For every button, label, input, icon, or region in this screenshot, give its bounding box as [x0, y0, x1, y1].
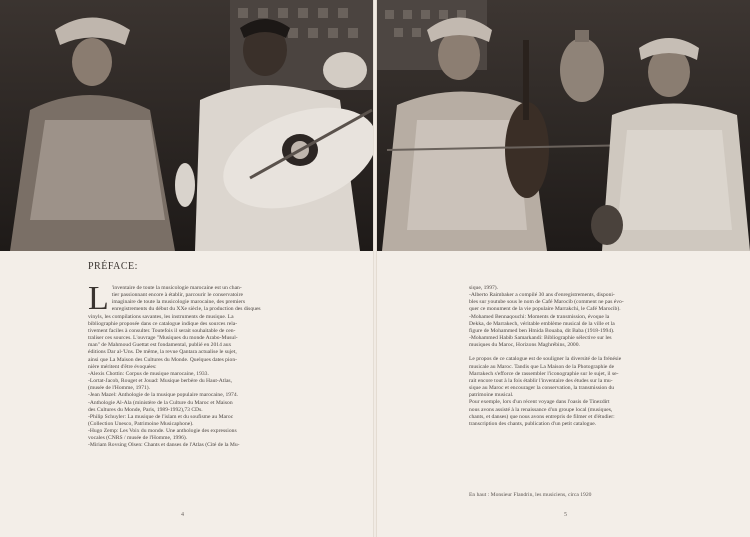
reference-line: -Alberto Raimbaker a compilé 30 ans d'enregistrements, disponi- — [469, 292, 615, 299]
reference-line: sique, 1997). — [469, 285, 499, 291]
text-line: enregistrements du début du XXe siècle, la production des disques — [111, 306, 261, 313]
reference-line: -Alexis Chottin: Corpus de musique marocaine, 1933. — [88, 370, 209, 377]
reference-line: des Cultures du Monde, Paris, 1989-1992),73 CDs. — [88, 406, 203, 413]
text-line: traliser ces sources. L'ouvrage "Musiques du monde Arabo-Musul- — [88, 335, 238, 342]
page-title: PRÉFACE: — [88, 261, 138, 272]
text-line: nière méritent d'être évoquées: — [88, 363, 157, 370]
text-line: sique au Maroc et encourager la conservation, la transmission du — [469, 385, 615, 392]
reference-line: (Collection Unesco, Patrimoine Musicaphone). — [88, 420, 194, 427]
reference-line: -Hugo Zemp: Les Voix du monde. Une anthologie des expressions — [88, 428, 237, 435]
text-line: Pour exemple, lors d'un récent voyage dans l'oasis de Tinezdirt — [469, 399, 610, 406]
text-line: éditions Dar al-'Uns. De même, la revue Qantara actualise le sujet, — [88, 349, 237, 356]
text-line: chants, et danses) que nous avons entrepris de filmer et d'étudier: — [469, 413, 615, 420]
page-number-right: 5 — [564, 512, 567, 518]
text-line: Marrakech s'efforce de rassembler l'iconographie sur le sujet, il se- — [469, 370, 619, 377]
text-line: nous avons assisté à la renaissance d'un groupe local (musiques, — [469, 406, 613, 413]
text-line: bibliographie proposée dans ce catalogue indique des sources rela- — [88, 320, 238, 327]
reference-line: -Mohamed Bennaqouchi: Moments de transmission, évoque la — [469, 313, 610, 320]
text-line: musicale au Maroc. Tandis que La Maison de la Photographie de — [469, 363, 615, 370]
reference-line: quer ce monument de la vie populaire Marrakchi, le Café Marocib). — [469, 306, 621, 313]
photo-caption: En haut : Monsieur Flandrin, les musiciens, circa 1920 — [469, 492, 592, 498]
photo-musicians-left — [0, 0, 373, 251]
reference-line: -Philip Schuyler: La musique de l'islam et du soufisme au Maroc — [88, 413, 234, 420]
photo-musicians-right — [377, 0, 750, 251]
text-line: tier passionnant encore à établir, parcourir le conservatoire — [111, 292, 243, 299]
drop-cap: L — [88, 280, 109, 317]
reference-line: Dekka, de Marrakech, véritable emblème musical de la ville et la — [469, 320, 615, 327]
left-text-column — [88, 280, 286, 450]
reference-line: musiques du Maroc, Horizons Maghrébins, 2000. — [469, 342, 580, 349]
reference-line: -Miriam Rovsing Olsen: Chants et danses de l'Atlas (Cité de la Mu- — [88, 442, 240, 449]
reference-line: (musée de l'Homme, 1971). — [88, 385, 151, 392]
page-number-left: 4 — [181, 512, 184, 518]
reference-line: -Lortat-Jacob, Rouget et Jouad: Musique berbère du Haut-Atlas, — [88, 378, 232, 385]
reference-line: -Mohammed Habib Samarkandi: Bibliographie sélective sur les — [469, 335, 612, 342]
reference-line: figure de Mohammed ben Hmida Bouaba, dit Baba (1918-1994). — [469, 327, 615, 334]
text-line: tivement faciles à consulter. Toutefois il serait souhaitable de cen- — [88, 327, 236, 334]
text-line: man" de Mahmoud Guettat est fondamental, publié en 2014 aux — [88, 342, 232, 349]
text-line: rait encore tout à la fois établir l'inventaire des études sur la mu- — [469, 377, 613, 384]
reference-line: -Anthologie Al-Ala (ministère de la Culture du Maroc et Maison — [88, 399, 233, 406]
text-line: patrimoine musical. — [469, 392, 514, 399]
reference-line: bles sur youtube sous le nom de Café Marocib (comment ne pas évo- — [469, 299, 624, 306]
reference-line: -Jean Mazel: Anthologie de la musique populaire marocaine, 1974. — [88, 392, 239, 399]
right-text-column — [469, 285, 665, 428]
reference-line: vocales (CNRS / musée de l'Homme, 1996). — [88, 435, 188, 442]
text-line: Le propos de ce catalogue est de souligner la diversité de la frénésie — [469, 356, 622, 363]
text-line: transcription des chants, publication d'un petit catalogue. — [469, 420, 597, 427]
text-line: vinyls, les compilations savantes, les instruments de musique. La — [88, 313, 234, 320]
text-line: ainsi que La Maison des Cultures du Monde. Quelques dates pion- — [88, 356, 237, 363]
text-line: imaginaire de toute la musicologie marocaine, des premiers — [111, 299, 246, 306]
text-line: 'inventaire de toute la musicologie marocaine est un chan- — [111, 285, 242, 291]
